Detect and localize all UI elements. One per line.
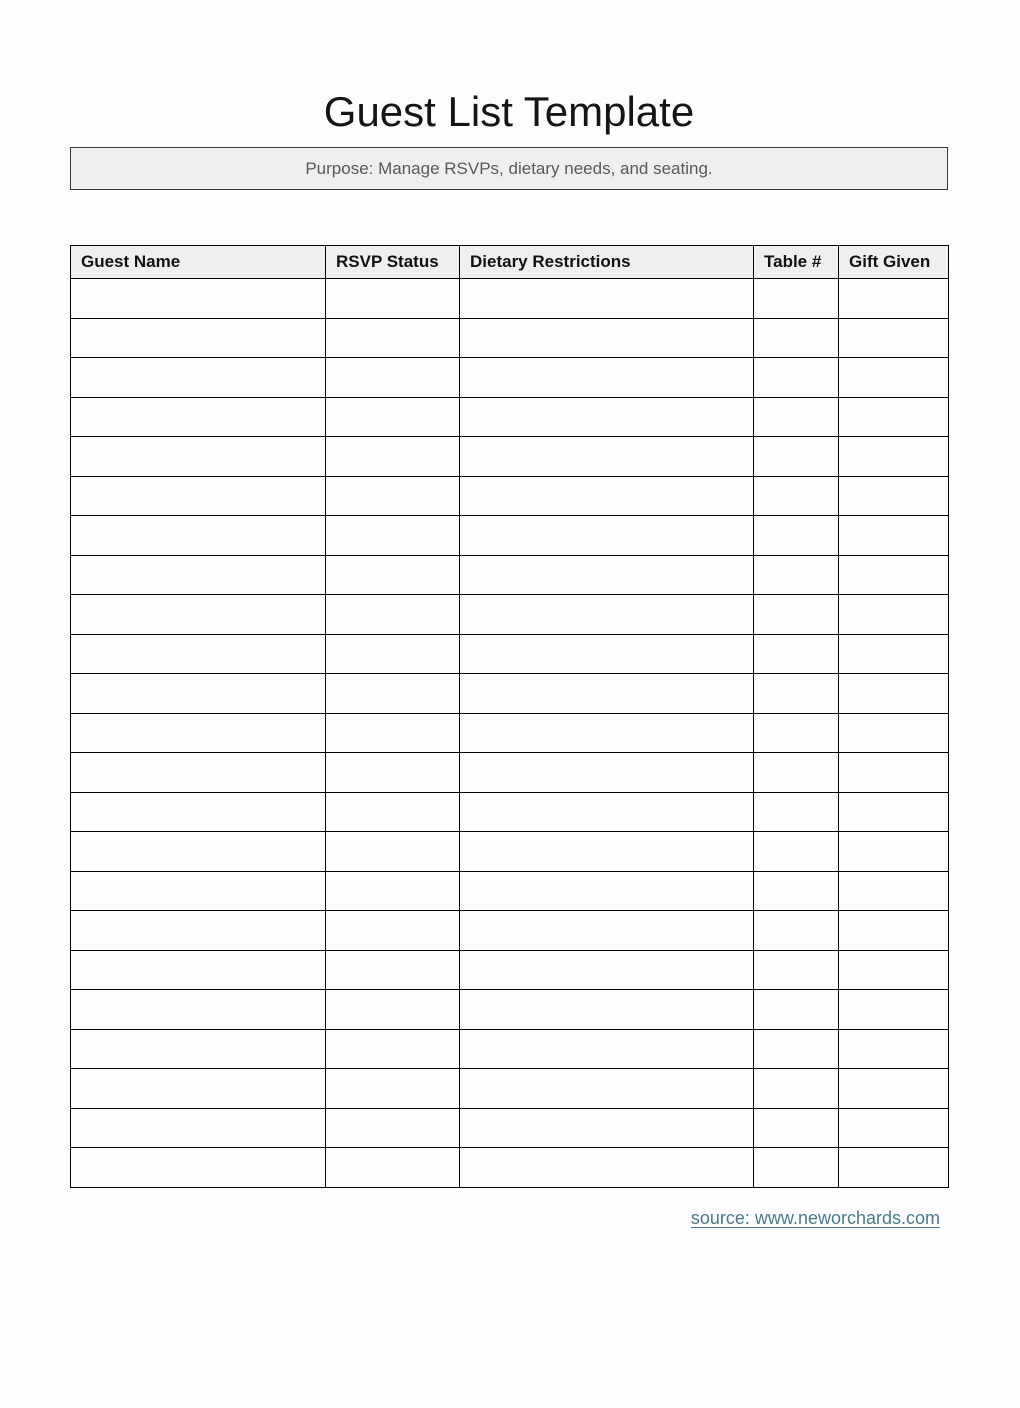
empty-cell — [326, 1148, 460, 1188]
empty-cell — [839, 476, 949, 516]
table-row — [71, 674, 949, 714]
empty-cell — [326, 595, 460, 635]
empty-cell — [754, 279, 839, 319]
empty-cell — [460, 1148, 754, 1188]
table-row — [71, 1029, 949, 1069]
empty-cell — [754, 1148, 839, 1188]
empty-cell — [71, 753, 326, 793]
empty-cell — [71, 1108, 326, 1148]
table-body — [71, 279, 949, 1188]
empty-cell — [754, 713, 839, 753]
empty-cell — [460, 397, 754, 437]
empty-cell — [460, 358, 754, 398]
empty-cell — [754, 832, 839, 872]
empty-cell — [71, 318, 326, 358]
empty-cell — [71, 279, 326, 319]
empty-cell — [71, 555, 326, 595]
purpose-text: Purpose: Manage RSVPs, dietary needs, and seating. — [305, 158, 713, 178]
empty-cell — [754, 516, 839, 556]
empty-cell — [754, 437, 839, 477]
empty-cell — [460, 634, 754, 674]
column-header-gift-given: Gift Given — [839, 246, 949, 279]
empty-cell — [839, 595, 949, 635]
table-row — [71, 753, 949, 793]
empty-cell — [326, 437, 460, 477]
empty-cell — [326, 476, 460, 516]
table-header — [71, 246, 949, 279]
empty-cell — [839, 1108, 949, 1148]
table-row — [71, 595, 949, 635]
empty-cell — [326, 318, 460, 358]
empty-cell — [839, 871, 949, 911]
empty-cell — [71, 832, 326, 872]
empty-cell — [839, 634, 949, 674]
empty-cell — [326, 279, 460, 319]
empty-cell — [839, 674, 949, 714]
empty-cell — [460, 911, 754, 951]
empty-cell — [839, 792, 949, 832]
empty-cell — [326, 871, 460, 911]
empty-cell — [326, 634, 460, 674]
empty-cell — [71, 911, 326, 951]
purpose-banner — [70, 147, 948, 190]
empty-cell — [71, 792, 326, 832]
empty-cell — [754, 753, 839, 793]
table-row — [71, 555, 949, 595]
empty-cell — [460, 476, 754, 516]
table-row — [71, 279, 949, 319]
empty-cell — [754, 1069, 839, 1109]
empty-cell — [326, 832, 460, 872]
empty-cell — [71, 476, 326, 516]
empty-cell — [839, 1029, 949, 1069]
empty-cell — [460, 753, 754, 793]
empty-cell — [754, 911, 839, 951]
empty-cell — [326, 358, 460, 398]
empty-cell — [754, 990, 839, 1030]
source-link[interactable]: source: www.neworchards.com — [690, 1207, 940, 1228]
table-row — [71, 713, 949, 753]
empty-cell — [71, 1069, 326, 1109]
empty-cell — [839, 713, 949, 753]
empty-cell — [71, 871, 326, 911]
table-row — [71, 516, 949, 556]
table-row — [71, 871, 949, 911]
empty-cell — [71, 437, 326, 477]
empty-cell — [460, 595, 754, 635]
empty-cell — [839, 279, 949, 319]
empty-cell — [754, 595, 839, 635]
table-row — [71, 911, 949, 951]
empty-cell — [71, 713, 326, 753]
empty-cell — [460, 674, 754, 714]
empty-cell — [326, 1069, 460, 1109]
empty-cell — [839, 832, 949, 872]
empty-cell — [754, 871, 839, 911]
table-row — [71, 1069, 949, 1109]
empty-cell — [326, 950, 460, 990]
empty-cell — [326, 674, 460, 714]
empty-cell — [754, 1108, 839, 1148]
empty-cell — [754, 476, 839, 516]
empty-cell — [839, 950, 949, 990]
table-row — [71, 990, 949, 1030]
empty-cell — [71, 1029, 326, 1069]
empty-cell — [839, 990, 949, 1030]
table-row — [71, 792, 949, 832]
empty-cell — [460, 437, 754, 477]
empty-cell — [71, 358, 326, 398]
empty-cell — [460, 279, 754, 319]
empty-cell — [460, 990, 754, 1030]
empty-cell — [460, 1029, 754, 1069]
table-row — [71, 358, 949, 398]
table-row — [71, 634, 949, 674]
empty-cell — [71, 397, 326, 437]
empty-cell — [754, 318, 839, 358]
empty-cell — [754, 358, 839, 398]
empty-cell — [460, 950, 754, 990]
empty-cell — [754, 792, 839, 832]
empty-cell — [71, 990, 326, 1030]
empty-cell — [460, 832, 754, 872]
empty-cell — [839, 911, 949, 951]
empty-cell — [754, 1029, 839, 1069]
empty-cell — [839, 516, 949, 556]
empty-cell — [326, 990, 460, 1030]
empty-cell — [71, 595, 326, 635]
empty-cell — [460, 318, 754, 358]
empty-cell — [326, 753, 460, 793]
empty-cell — [460, 555, 754, 595]
table-row — [71, 476, 949, 516]
table-row — [71, 1148, 949, 1188]
column-header-rsvp-status: RSVP Status — [326, 246, 460, 279]
table-header-row — [71, 246, 949, 279]
empty-cell — [839, 358, 949, 398]
table-row — [71, 950, 949, 990]
empty-cell — [754, 634, 839, 674]
empty-cell — [326, 397, 460, 437]
table-row — [71, 1108, 949, 1148]
empty-cell — [460, 516, 754, 556]
empty-cell — [839, 1148, 949, 1188]
empty-cell — [71, 516, 326, 556]
empty-cell — [839, 318, 949, 358]
table-row — [71, 318, 949, 358]
empty-cell — [460, 871, 754, 911]
empty-cell — [326, 516, 460, 556]
empty-cell — [754, 555, 839, 595]
empty-cell — [839, 397, 949, 437]
empty-cell — [754, 950, 839, 990]
table-row — [71, 397, 949, 437]
column-header-guest-name: Guest Name — [71, 246, 326, 279]
column-header-dietary-restrictions: Dietary Restrictions — [460, 246, 754, 279]
empty-cell — [71, 674, 326, 714]
empty-cell — [460, 1108, 754, 1148]
document-page — [0, 88, 1020, 1229]
empty-cell — [326, 713, 460, 753]
empty-cell — [71, 634, 326, 674]
column-header-table-number: Table # — [754, 246, 839, 279]
source-row — [70, 1208, 948, 1229]
guest-list-table — [70, 245, 949, 1188]
empty-cell — [326, 1029, 460, 1069]
empty-cell — [839, 1069, 949, 1109]
table-row — [71, 832, 949, 872]
empty-cell — [326, 792, 460, 832]
empty-cell — [71, 1148, 326, 1188]
empty-cell — [460, 792, 754, 832]
empty-cell — [460, 713, 754, 753]
empty-cell — [754, 397, 839, 437]
empty-cell — [326, 555, 460, 595]
page-title: Guest List Template — [323, 88, 695, 135]
empty-cell — [839, 753, 949, 793]
empty-cell — [839, 555, 949, 595]
empty-cell — [839, 437, 949, 477]
empty-cell — [326, 1108, 460, 1148]
table-row — [71, 437, 949, 477]
empty-cell — [754, 674, 839, 714]
empty-cell — [71, 950, 326, 990]
empty-cell — [326, 911, 460, 951]
empty-cell — [460, 1069, 754, 1109]
